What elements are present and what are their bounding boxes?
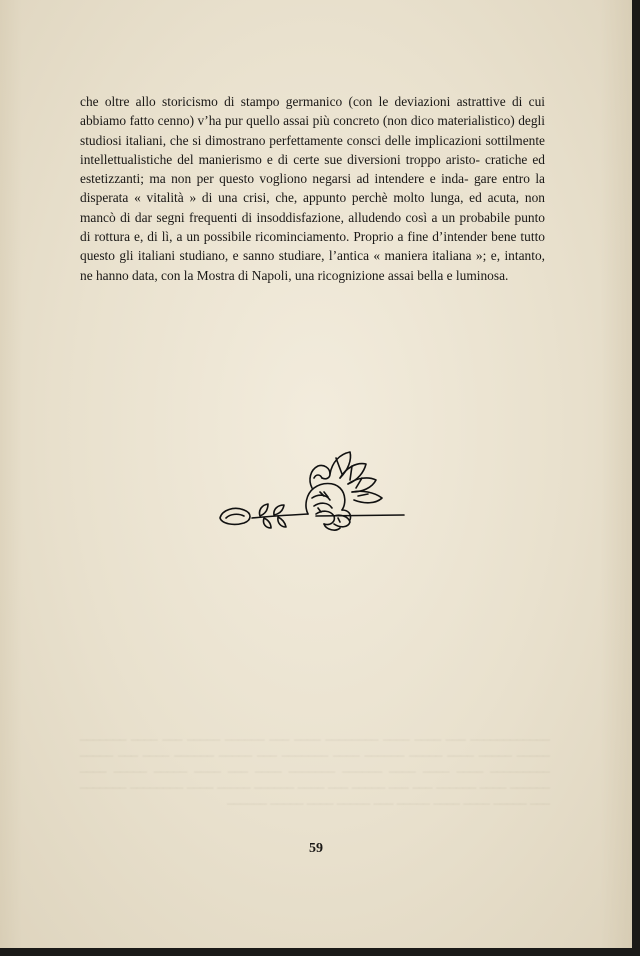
show-through-text: ──────────── ─── ──── ──── ──────── ──── ─── ────── ───── ─── ──── ─────── ───── ───── ──── ───── ────── ──── ─────── ─── ───── ────── ──── ─── ───── ───────── ──── ──── ──── ────── ─────── ──── ─── ──── ───── ───── ──── ────── ──── ────── ─── ─── ───── ─── ──── ────── ───── ──── ──────── ─────── ─── ───── ──── ──── ───── ─── ───── ──── ───── ────── xyxy=(80,734,550,811)
page-number: 59 xyxy=(309,841,323,856)
hand-holding-flower-sketch-icon xyxy=(212,448,412,540)
body-paragraph: che oltre allo storicismo di stampo germanico (con le deviazioni astrattive di cui abbiamo fatto cenno) v’ha pur quello assai più concreto (non dico materialistico) degli studiosi italiani, che si dimostrano perfettamente consci delle implicazioni sottilmente intellettualistiche del manierismo e di certe sue diversioni troppo aristo- cratiche ed estetizzanti; ma non per questo vogliono negarsi ad intendere e inda- gare entro la disperata « vitalità » di una crisi, che, appunto perchè molto lunga, ed acuta, non mancò di dar segni frequenti di insoddisfazione, alludendo così a un probabile punto di rottura e, di lì, a un possibile ricominciamento. Proprio a fine d’intender bene tutto questo gli italiani studiano, e sanno studiare, l’antica « maniera italiana »; e, intanto, ne hanno data, con la Mostra di Napoli, una ricognizione assai bella e luminosa. xyxy=(80,94,545,283)
